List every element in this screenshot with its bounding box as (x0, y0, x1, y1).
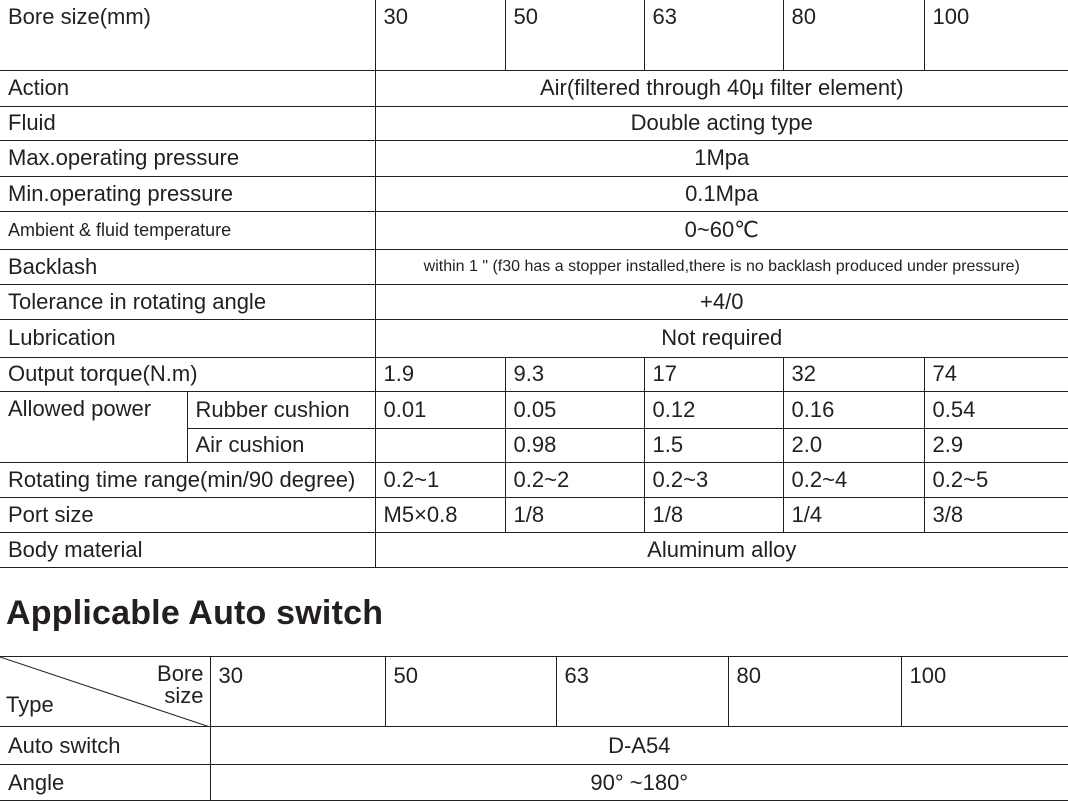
port-size-value: 1/8 (644, 497, 783, 532)
auto-switch-value: D-A54 (210, 727, 1068, 765)
rotating-time-value: 0.2~2 (505, 462, 644, 497)
auto-switch-table (0, 656, 1068, 801)
switch-bore-80: 80 (728, 657, 901, 727)
allowed-power-label: Allowed power (8, 395, 152, 421)
min-pressure-label: Min.operating pressure (8, 180, 234, 206)
port-size-value: 1/4 (783, 497, 924, 532)
temperature-row (0, 211, 1068, 249)
tolerance-row (0, 284, 1068, 319)
bore-size-header (157, 663, 203, 707)
port-size-row (0, 497, 1068, 532)
lubrication-row (0, 319, 1068, 357)
switch-header-row (0, 657, 1068, 727)
body-material-value: Aluminum alloy (375, 532, 1068, 567)
air-cushion-value (375, 428, 505, 462)
air-cushion-value: 2.9 (924, 428, 1068, 462)
size-word: size (164, 683, 204, 708)
torque-value: 74 (924, 357, 1068, 391)
rotating-time-value: 0.2~3 (644, 462, 783, 497)
rotating-time-value: 0.2~1 (375, 462, 505, 497)
torque-value: 17 (644, 357, 783, 391)
backlash-label: Backlash (8, 253, 98, 279)
rubber-cushion-value: 0.54 (924, 391, 1068, 428)
torque-label: Output torque(N.m) (8, 361, 198, 386)
action-label: Action (8, 75, 70, 100)
bore-size-label: Bore size(mm) (8, 4, 152, 29)
rubber-cushion-value: 0.05 (505, 391, 644, 428)
angle-row (0, 765, 1068, 801)
torque-value: 32 (783, 357, 924, 391)
bore-100: 100 (924, 0, 1068, 70)
min-pressure-value: 0.1Mpa (375, 176, 1068, 211)
temperature-label: Ambient & fluid temperature (8, 220, 232, 240)
rubber-cushion-value: 0.01 (375, 391, 505, 428)
switch-bore-63: 63 (556, 657, 728, 727)
max-pressure-label: Max.operating pressure (8, 145, 240, 170)
fluid-value: Double acting type (375, 106, 1068, 140)
rotating-time-row (0, 462, 1068, 497)
bore-size-row (0, 0, 1068, 70)
rubber-cushion-row (0, 391, 1068, 428)
max-pressure-row (0, 140, 1068, 176)
air-cushion-value: 0.98 (505, 428, 644, 462)
action-value: Air(filtered through 40μ filter element) (375, 70, 1068, 106)
rotating-time-value: 0.2~4 (783, 462, 924, 497)
auto-switch-row (0, 727, 1068, 765)
port-size-value: 1/8 (505, 497, 644, 532)
rubber-cushion-label: Rubber cushion (187, 391, 375, 428)
fluid-row (0, 106, 1068, 140)
backlash-row (0, 249, 1068, 284)
air-cushion-value: 2.0 (783, 428, 924, 462)
auto-switch-heading: Applicable Auto switch (6, 594, 384, 632)
torque-row (0, 357, 1068, 391)
bore-50: 50 (505, 0, 644, 70)
tolerance-label: Tolerance in rotating angle (8, 288, 267, 314)
type-bore-corner-cell (0, 657, 210, 727)
type-label: Type (6, 692, 54, 717)
air-cushion-label: Air cushion (187, 428, 375, 462)
switch-bore-100: 100 (901, 657, 1068, 727)
lubrication-label: Lubrication (8, 325, 116, 350)
angle-label: Angle (8, 769, 65, 795)
angle-value: 90° ~180° (210, 765, 1068, 801)
body-material-row (0, 532, 1068, 567)
lubrication-value: Not required (375, 319, 1068, 357)
rotating-time-value: 0.2~5 (924, 462, 1068, 497)
port-size-value: M5×0.8 (375, 497, 505, 532)
bore-63: 63 (644, 0, 783, 70)
tolerance-value: +4/0 (375, 284, 1068, 319)
temperature-value: 0~60℃ (375, 211, 1068, 249)
switch-bore-50: 50 (385, 657, 556, 727)
bore-80: 80 (783, 0, 924, 70)
rubber-cushion-value: 0.16 (783, 391, 924, 428)
port-size-value: 3/8 (924, 497, 1068, 532)
bore-30: 30 (375, 0, 505, 70)
max-pressure-value: 1Mpa (375, 140, 1068, 176)
switch-bore-30: 30 (210, 657, 385, 727)
action-row (0, 70, 1068, 106)
min-pressure-row (0, 176, 1068, 211)
body-material-label: Body material (8, 536, 143, 562)
rotating-time-label: Rotating time range(min/90 degree) (8, 466, 356, 492)
torque-value: 9.3 (505, 357, 644, 391)
backlash-value: within 1 " (f30 has a stopper installed,there is no backlash produced under pressure) (375, 249, 1068, 284)
port-size-label: Port size (8, 501, 94, 527)
fluid-label: Fluid (8, 110, 56, 135)
air-cushion-value: 1.5 (644, 428, 783, 462)
auto-switch-label: Auto switch (8, 732, 121, 758)
rubber-cushion-value: 0.12 (644, 391, 783, 428)
bore-word: Bore (157, 661, 204, 686)
torque-value: 1.9 (375, 357, 505, 391)
